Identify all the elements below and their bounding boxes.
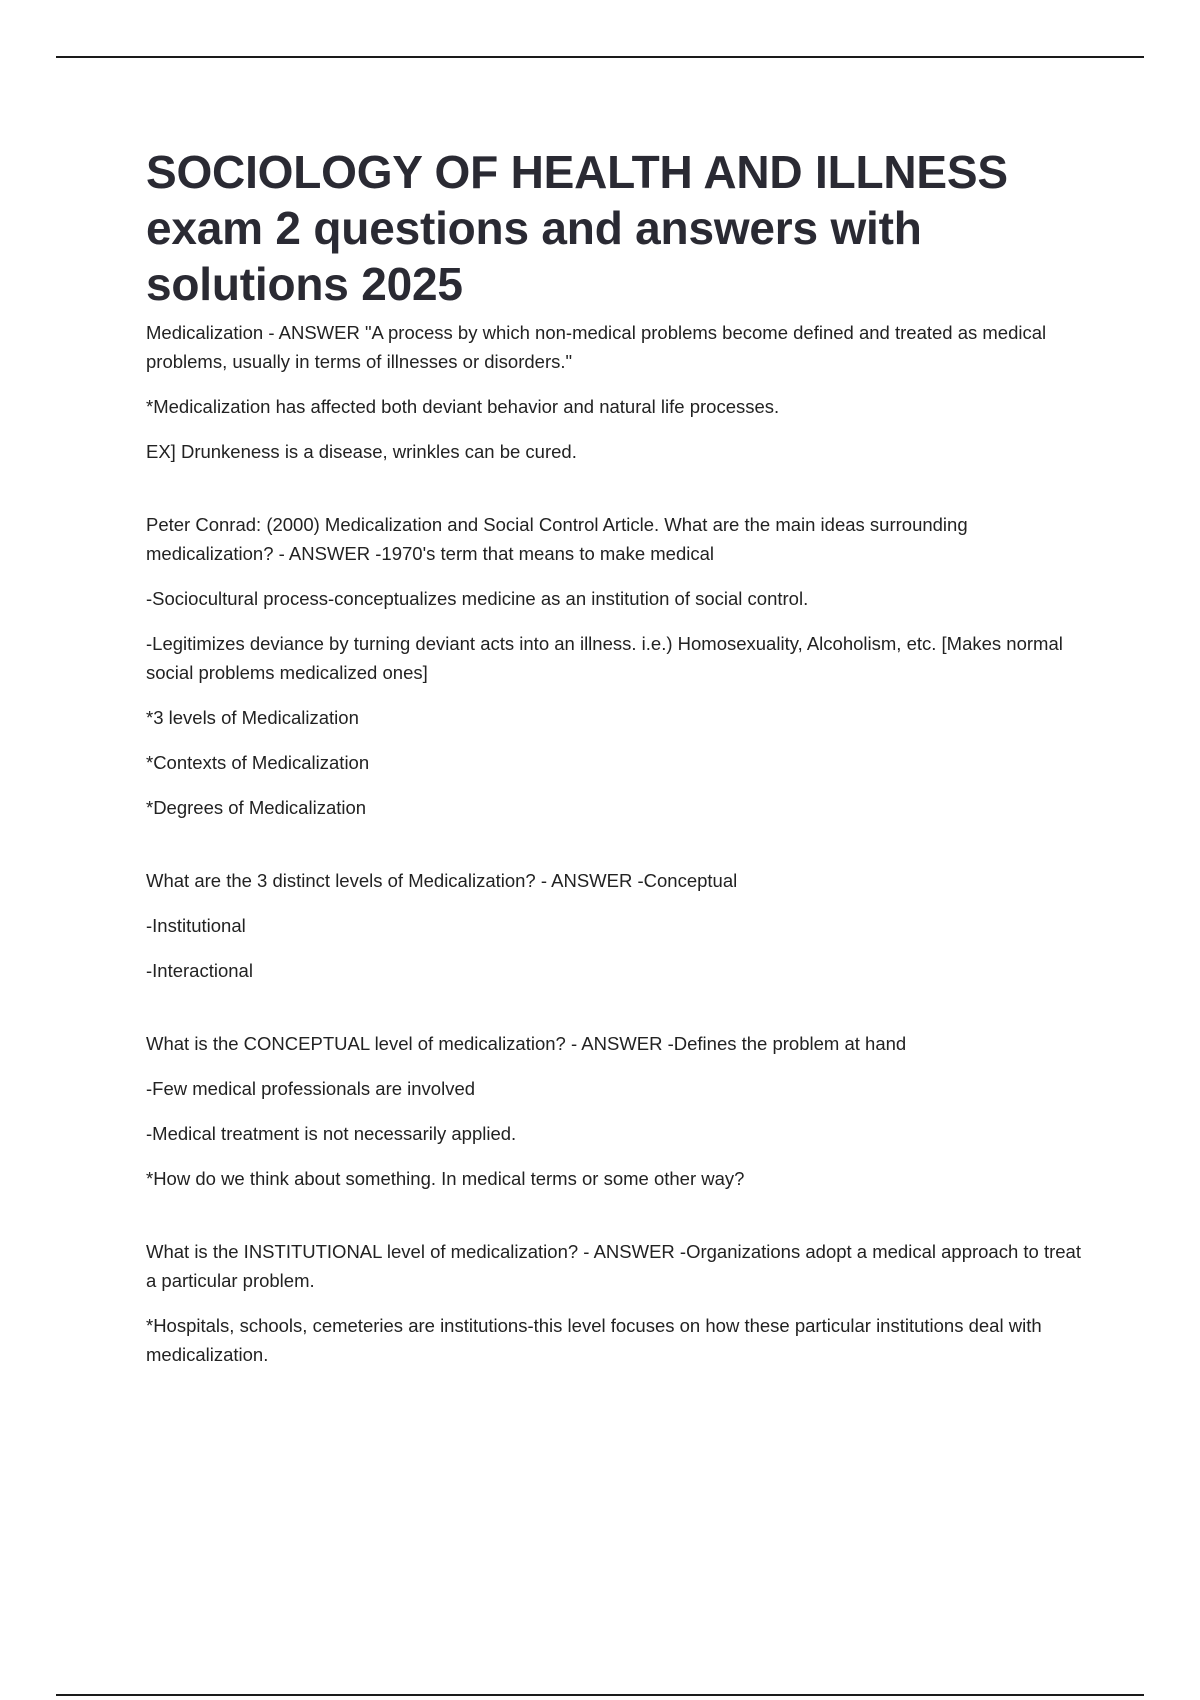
paragraph: -Few medical professionals are involved (146, 1078, 476, 1099)
paragraph: *Contexts of Medicalization (146, 752, 370, 773)
paragraph: -Legitimizes deviance by turning deviant acts into an illness. i.e.) Homosexuality, Alcoholism, etc. [Makes normal social problems medicalized ones] (146, 633, 1063, 683)
paragraph: What is the CONCEPTUAL level of medicalization? - ANSWER -Defines the problem at hand (146, 1033, 907, 1054)
paragraph: What are the 3 distinct levels of Medicalization? - ANSWER -Conceptual (146, 870, 738, 891)
paragraph: *How do we think about something. In medical terms or some other way? (146, 1168, 745, 1189)
bottom-rule (56, 1694, 1144, 1696)
paragraph: -Interactional (146, 960, 253, 981)
paragraph: *3 levels of Medicalization (146, 707, 359, 728)
qa-block (146, 1029, 1086, 1193)
qa-block (146, 510, 1086, 822)
paragraph: *Medicalization has affected both deviant behavior and natural life processes. (146, 396, 780, 417)
paragraph: -Medical treatment is not necessarily applied. (146, 1123, 517, 1144)
paragraph: *Degrees of Medicalization (146, 797, 367, 818)
paragraph: *Hospitals, schools, cemeteries are institutions-this level focuses on how these particular institutions deal with medicalization. (146, 1315, 1042, 1365)
qa-block (146, 318, 1086, 466)
document-title: SOCIOLOGY OF HEALTH AND ILLNESS exam 2 questions and answers with solutions 2025 (146, 146, 1008, 310)
paragraph: -Sociocultural process-conceptualizes medicine as an institution of social control. (146, 588, 809, 609)
paragraph: Medicalization - ANSWER "A process by which non-medical problems become defined and treated as medical problems, usually in terms of illnesses or disorders." (146, 322, 1047, 372)
qa-block (146, 1237, 1086, 1369)
paragraph: EX] Drunkeness is a disease, wrinkles can be cured. (146, 441, 577, 462)
paragraph: Peter Conrad: (2000) Medicalization and Social Control Article. What are the main ideas surrounding medicalization? - ANSWER -1970's term that means to make medical (146, 514, 968, 564)
top-rule (56, 56, 1144, 58)
paragraph: What is the INSTITUTIONAL level of medicalization? - ANSWER -Organizations adopt a medical approach to treat a particular problem. (146, 1241, 1081, 1291)
paragraph: -Institutional (146, 915, 246, 936)
document-body (146, 144, 1086, 1385)
qa-block (146, 866, 1086, 985)
